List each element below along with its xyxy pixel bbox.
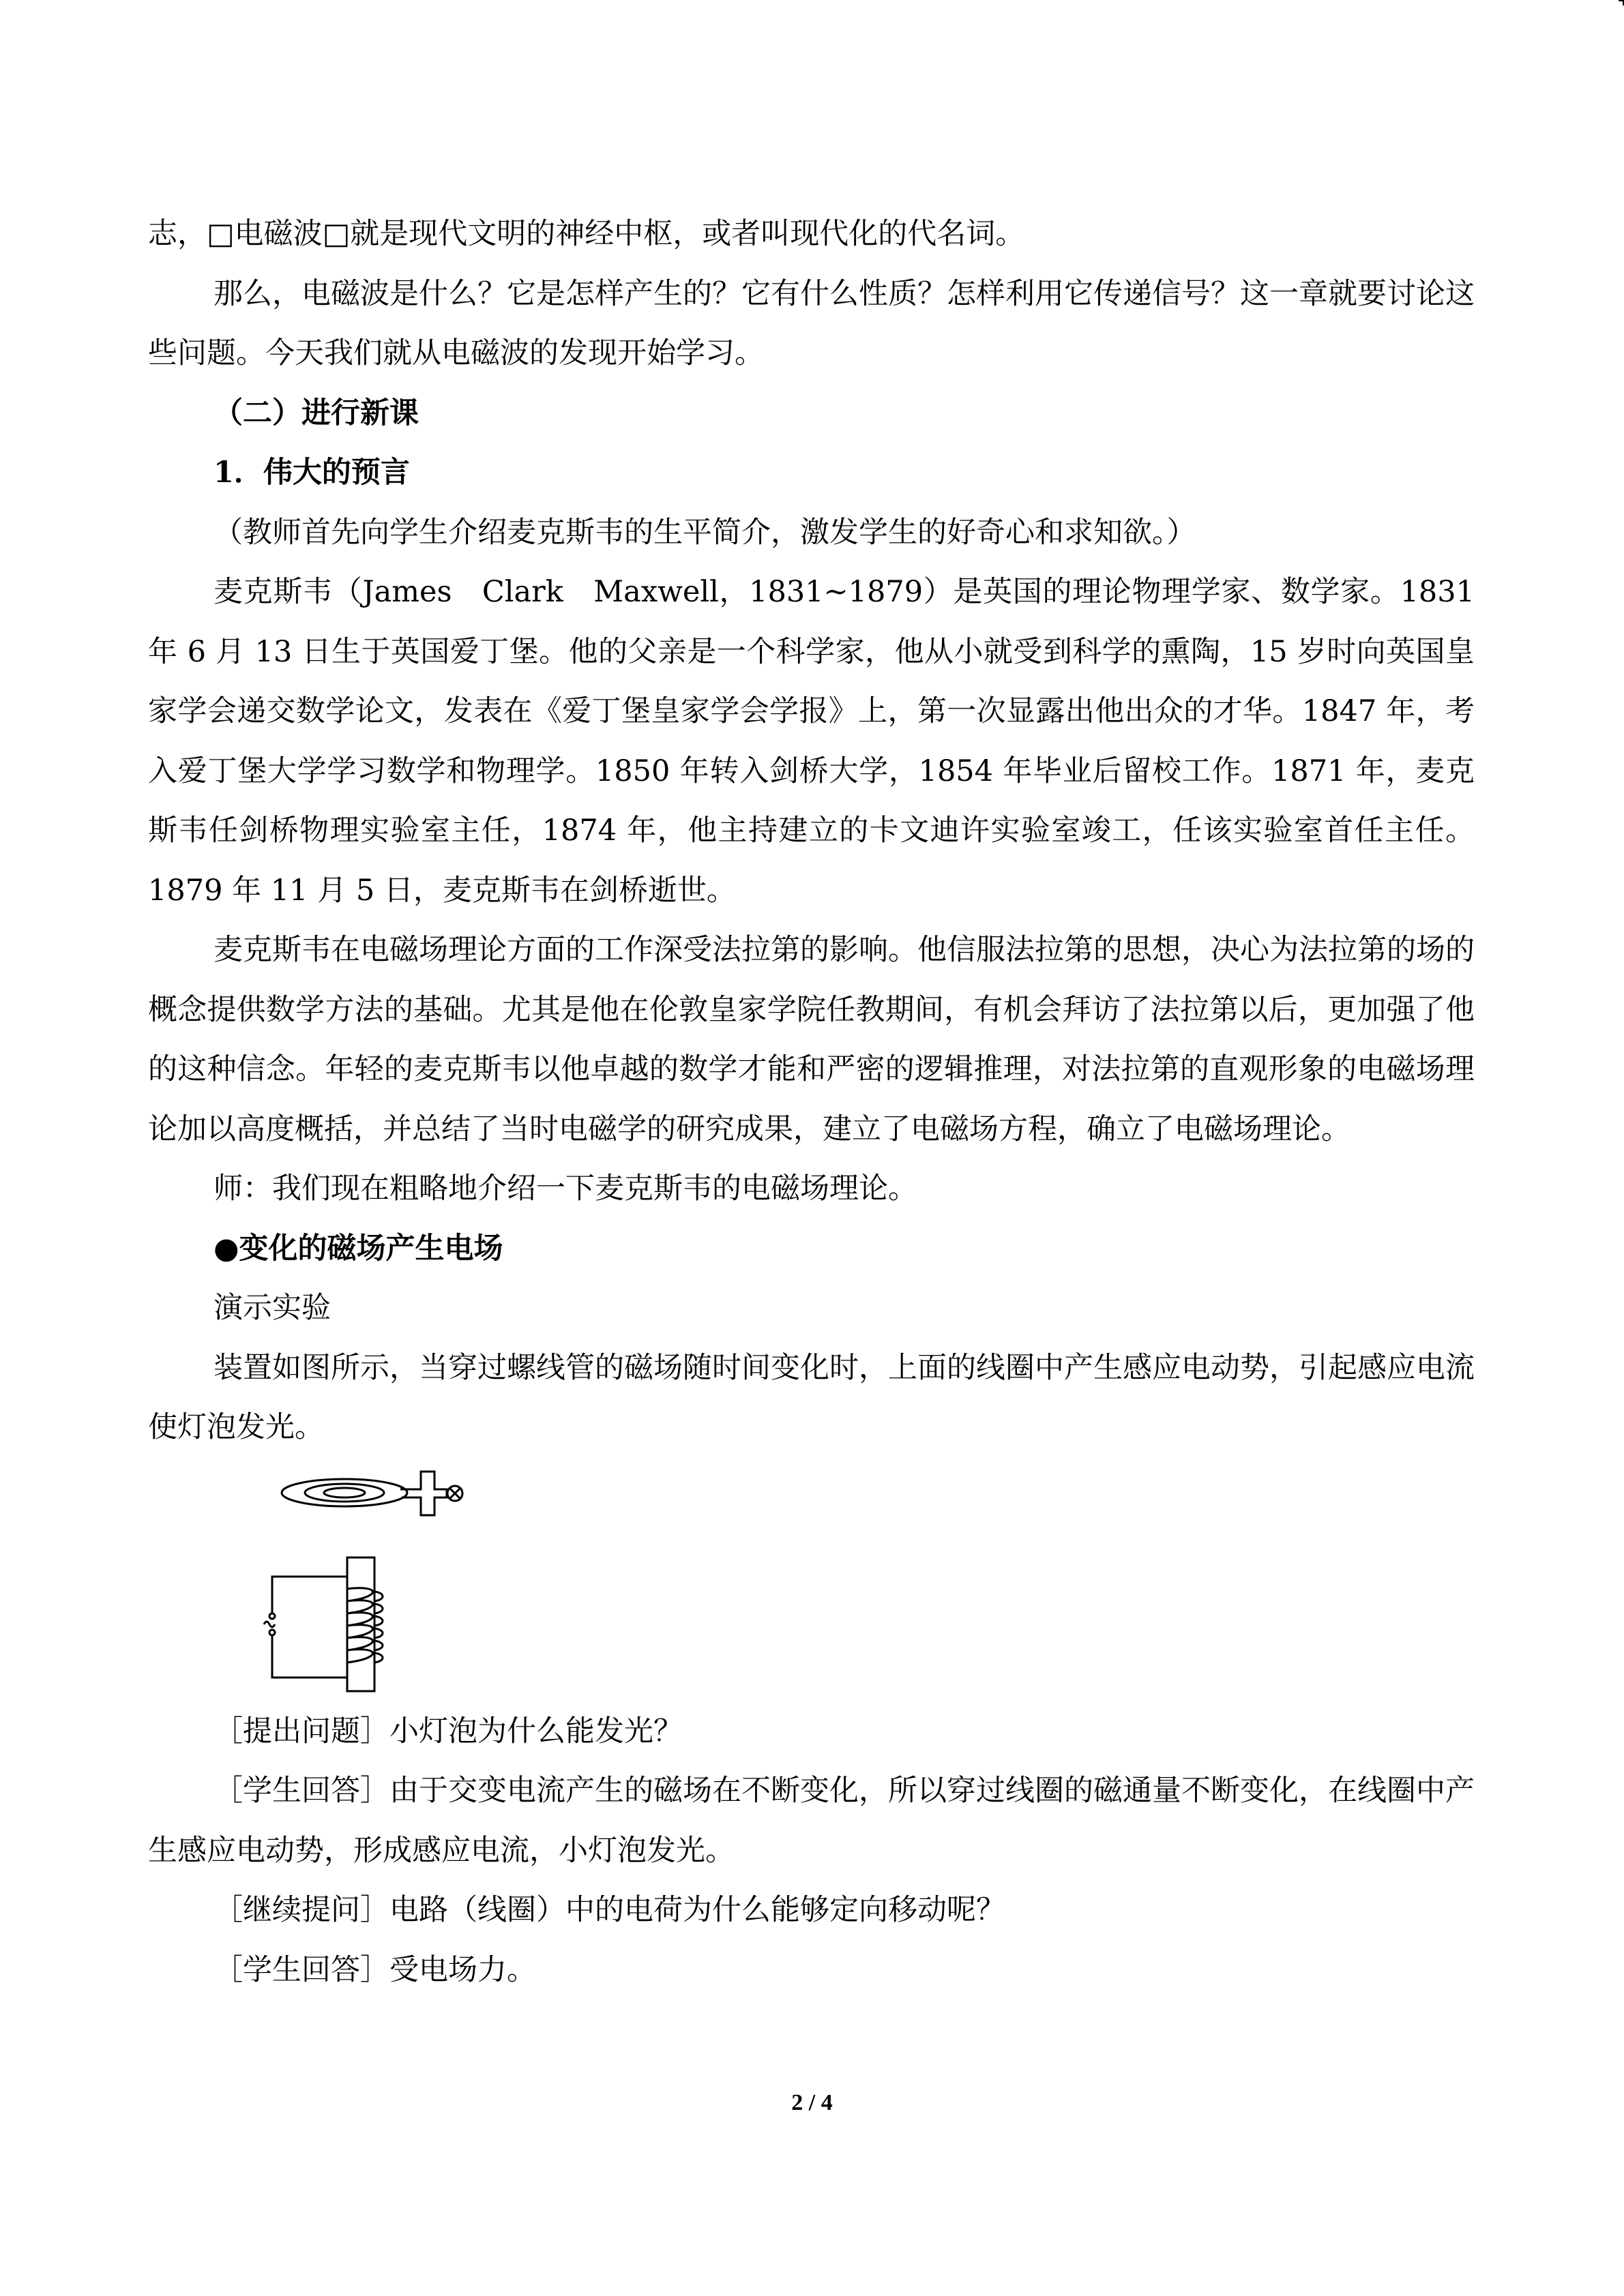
coil-middle-ring [305, 1484, 384, 1502]
heading-great-prediction: 1．伟大的预言 [213, 456, 410, 490]
qa-answer-1: ［学生回答］由于交变电流产生的磁场在不断变化，所以穿过线圈的磁通量不断变化，在线圈中产生感应电动势，形成感应电流，小灯泡发光。 [148, 1774, 1475, 1868]
paragraph-maxwell-biography: 麦克斯韦（James Clark Maxwell，1831~1879）是英国的理论物理学家、数学家。1831年 6 月 13 日生于英国爱丁堡。他的父亲是一个科学家，他从小就受到科学的熏陶，15 岁时向英国皇家学会递交数学论文，发表在《爱丁堡皇家学会学报》上，第一次显露出他出众的才华。1847 年，考入爱丁堡大学学习数学和物理学。1850 年转入剑桥大学，1854 年毕业后留校工作。1871 年，麦克斯韦任剑桥物理实验室主任，1874 年，他主持建立的卡文迪许实验室竣工，任该实验室首任主任。1879 年 11 月 5 日，麦克斯韦在剑桥逝世。 [148, 575, 1475, 908]
circuit-wire-top [272, 1577, 347, 1613]
circuit-wire-bottom [272, 1635, 347, 1678]
paragraph-continuation: 志，□电磁波□就是现代文明的神经中枢，或者叫现代化的代名词。 [148, 217, 1025, 251]
paragraph-teacher-note: （教师首先向学生介绍麦克斯韦的生平简介，激发学生的好奇心和求知欲。） [213, 515, 1196, 550]
solenoid-windings [347, 1587, 373, 1662]
ac-terminal-bottom [269, 1630, 275, 1635]
page-number: 2 / 4 [791, 2090, 833, 2115]
page-corner-mark [1619, 0, 1624, 5]
paragraph-demo-experiment: 演示实验 [213, 1291, 331, 1325]
paragraph-intro-questions: 那么，电磁波是什么？它是怎样产生的？它有什么性质？怎样利用它传递信号？这一章就要讨论这些问题。今天我们就从电磁波的发现开始学习。 [148, 276, 1475, 370]
qa-question-2: ［继续提问］电路（线圈）中的电荷为什么能够定向移动呢？ [213, 1893, 1005, 1927]
paragraph-teacher-intro: 师：我们现在粗略地介绍一下麦克斯韦的电磁场理论。 [213, 1172, 917, 1206]
qa-answer-2: ［学生回答］受电场力。 [213, 1952, 536, 1987]
ac-source-icon [264, 1622, 275, 1627]
paragraph-maxwell-theory: 麦克斯韦在电磁场理论方面的工作深受法拉第的影响。他信服法拉第的思想，决心为法拉第的场的概念提供数学方法的基础。尤其是他在伦敦皇家学院任教期间，有机会拜访了法拉第以后，更加强了他的这种信念。年轻的麦克斯韦以他卓越的数学才能和严密的逻辑推理，对法拉第的直观形象的电磁场理论加以高度概括，并总结了当时电磁学的研究成果，建立了电磁场方程，确立了电磁场理论。 [148, 933, 1475, 1146]
paragraph-apparatus-description: 装置如图所示，当穿过螺线管的磁场随时间变化时，上面的线圈中产生感应电动势，引起感应电流使灯泡发光。 [148, 1350, 1475, 1444]
solenoid-coil-bulb-diagram [230, 1463, 612, 1695]
heading-changing-magnetic-field: ●变化的磁场产生电场 [213, 1231, 503, 1266]
coil-inner-ring [324, 1488, 365, 1497]
qa-question-1: ［提出问题］小灯泡为什么能发光？ [213, 1714, 683, 1748]
heading-new-lesson: （二）进行新课 [213, 396, 419, 430]
ac-terminal-top [269, 1613, 275, 1619]
experiment-diagram [148, 1458, 1475, 1697]
document-body [148, 205, 1475, 2000]
